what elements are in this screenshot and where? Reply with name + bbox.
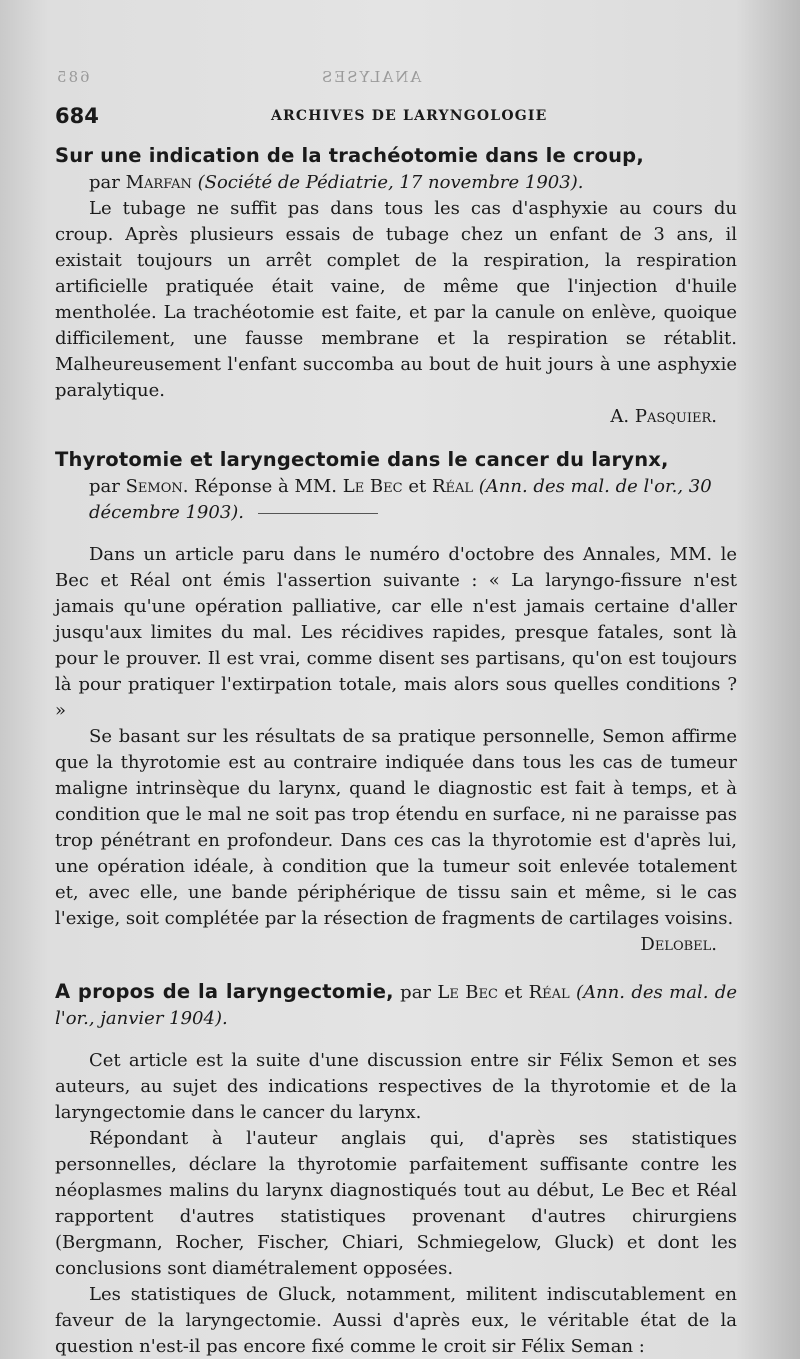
article-paragraph: Se basant sur les résultats de sa pratique personnelle, Semon affirme que la thyrotomie est au contraire indiquée dans tous les cas de tumeur maligne intrinsèque du larynx, quand le diagnostic est fait à temps, et à condition que le mal ne soit pas trop étendu en surface, ni ne paraisse pas trop pénétrant en profondeur. Dans ces cas la thyrotomie est d'après lui, une opération idéale, à condition que la tumeur soit enlevée totalement et, avec elle, une bande périphérique de tissu sain et même, si le cas l'exige, soit complétée par la résection de fragments de cartilages voisins. [55, 726, 737, 929]
article-byline [55, 170, 737, 196]
article-title: Sur une indication de la trachéotomie dans le croup, [55, 144, 644, 167]
article-byline [55, 474, 737, 526]
page-header [55, 104, 745, 128]
article-croup [55, 142, 737, 430]
author-name: Le Bec [342, 476, 403, 497]
signature-name: A. Pasquier. [610, 406, 717, 427]
author-name: Réal [431, 476, 474, 497]
article-signature [55, 404, 737, 430]
article-body: Le tubage ne suffit pas dans tous les cas d'asphyxie au cours du croup. Après plusieurs essais de tubage chez un enfant de 3 ans, il existait toujours un arrêt complet de la respiration, la respiration artificielle pratiquée était vaine, de même que l'injection d'huile mentholée. La trachéotomie est faite, et par la canule on enlève, quoique difficilement, une fausse membrane et la respiration se rétablit. Malheureusement l'enfant succomba au bout de huit jours à une asphyxie paralytique. [55, 198, 737, 401]
separator-rule [258, 513, 378, 514]
author-name: Réal [528, 982, 570, 1003]
byline-par: par [400, 982, 432, 1003]
bleed-through-page-number: 685 [55, 68, 90, 86]
article-paragraph: Cet article est la suite d'une discussion entre sir Félix Semon et ses auteurs, au sujet des indications respectives de la thyrotomie et de la laryngectomie dans le cancer du larynx. [55, 1050, 737, 1123]
byline-par: par [89, 476, 120, 497]
article-thyrotomie [55, 446, 737, 958]
signature-name: Delobel. [640, 934, 717, 955]
article-laryngectomie [55, 978, 737, 1359]
article-title: A propos de la laryngectomie, [55, 980, 394, 1003]
article-signature [55, 932, 737, 958]
article-paragraph: Dans un article paru dans le numéro d'octobre des Annales, MM. le Bec et Réal ont émis l'assertion suivante : « La laryngo-fissure n'est jamais qu'une opération palliative, car elle n'est jamais certaine d'aller jusqu'aux limites du mal. Les récidives rapides, presque fatales, sont là pour le prouver. Il est vrai, comme disent ses partisans, qu'on est toujours là pour pratiquer l'extirpation totale, mais alors sous quelles conditions ? » [55, 544, 737, 721]
bleed-through-title: ANALYSES [320, 68, 422, 86]
article-source: (Société de Pédiatrie, 17 novembre 1903). [197, 172, 584, 193]
byline-and: et [504, 982, 523, 1003]
article-source: (Ann. des mal. de l'or., janvier 1904). [55, 982, 737, 1029]
article-title: Thyrotomie et laryngectomie dans le cancer du larynx, [55, 448, 669, 471]
page-number: 684 [55, 104, 99, 128]
byline-par: par [89, 172, 120, 193]
running-head: ARCHIVES DE LARYNGOLOGIE [271, 108, 548, 124]
author-name: Le Bec [437, 982, 498, 1003]
author-name: Semon. [125, 476, 189, 497]
byline-response: Réponse à MM. [194, 476, 338, 497]
article-paragraph: Les statistiques de Gluck, notamment, militent indiscutablement en faveur de la laryngectomie. Aussi d'après eux, le véritable état de la question n'est-il pas encore fixé comme le croit sir Félix Seman : [55, 1284, 737, 1357]
article-source: (Ann. des mal. de l'or., 30 décembre 1903). [89, 476, 712, 523]
article-title-line [55, 978, 737, 1032]
page-content [55, 142, 737, 1359]
article-paragraph: Répondant à l'auteur anglais qui, d'après ses statistiques personnelles, déclare la thyrotomie parfaitement suffisante contre les néoplasmes malins du larynx diagnostiqués tout au début, Le Bec et Réal rapportent d'autres statistiques provenant d'autres chirurgiens (Bergmann, Rocher, Fischer, Chiari, Schmiegelow, Gluck) et dont les conclusions sont diamétralement opposées. [55, 1128, 737, 1279]
byline-and: et [408, 476, 427, 497]
author-name: Marfan [125, 172, 192, 193]
